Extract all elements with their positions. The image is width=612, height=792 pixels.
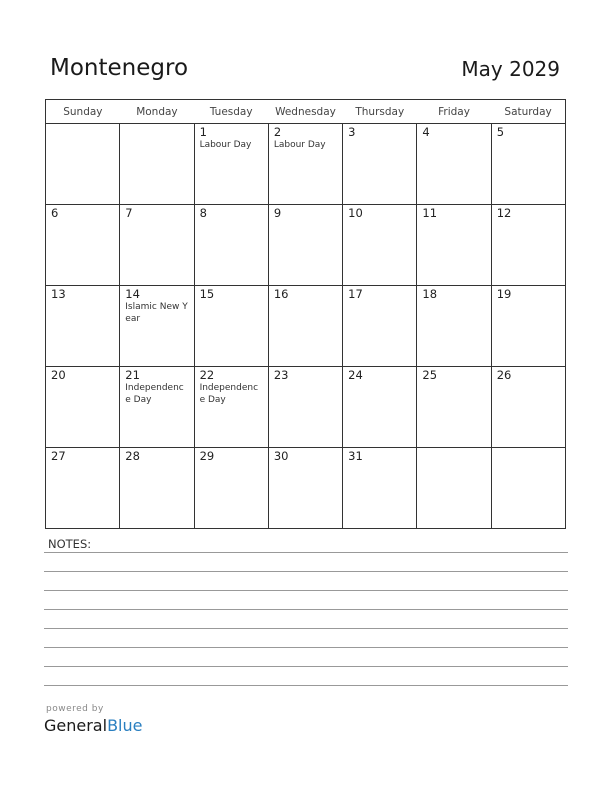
day-number: 27 (51, 449, 66, 463)
calendar-day-cell (120, 205, 194, 286)
calendar-day-cell (46, 286, 120, 367)
day-number: 25 (422, 368, 438, 382)
holiday-label: Independence Day (199, 383, 259, 405)
day-number: 7 (125, 206, 133, 220)
calendar-week-row (46, 205, 566, 286)
calendar-day-cell (417, 205, 491, 286)
day-number: 17 (348, 287, 363, 301)
powered-by-text: powered by (46, 704, 104, 714)
calendar-week-row (46, 286, 566, 367)
calendar-day-cell (491, 286, 565, 367)
calendar-day-cell (120, 367, 194, 448)
day-number: 29 (199, 449, 215, 463)
day-number: 22 (199, 368, 215, 382)
calendar-day-cell (491, 367, 565, 448)
calendar-day-cell (491, 448, 565, 529)
calendar-day-cell (46, 367, 120, 448)
weekday-header: Wednesday (268, 100, 342, 124)
calendar-day-cell (46, 124, 120, 205)
calendar-day-cell (46, 448, 120, 529)
calendar-grid (45, 99, 566, 529)
day-number: 16 (273, 287, 289, 301)
day-number: 1 (199, 125, 207, 139)
note-line (44, 552, 568, 553)
calendar-day-cell (120, 286, 194, 367)
country-title: Montenegro (50, 55, 189, 81)
day-number: 12 (496, 206, 512, 220)
calendar-day-cell (417, 124, 491, 205)
note-line (44, 666, 568, 667)
weekday-header: Sunday (46, 100, 120, 124)
day-number: 28 (125, 449, 140, 463)
note-line (44, 628, 568, 629)
day-number: 21 (125, 368, 140, 382)
calendar-day-cell (46, 205, 120, 286)
brand-general: General (44, 716, 108, 735)
calendar-day-cell (343, 205, 417, 286)
day-number: 3 (348, 125, 356, 139)
day-number: 15 (199, 287, 215, 301)
calendar-day-cell (343, 367, 417, 448)
calendar-day-cell (491, 124, 565, 205)
note-line (44, 609, 568, 610)
note-line (44, 647, 568, 648)
day-number: 31 (348, 449, 363, 463)
calendar-day-cell (268, 124, 342, 205)
calendar-week-row (46, 448, 566, 529)
weekday-header: Tuesday (194, 100, 268, 124)
calendar-day-cell (194, 448, 268, 529)
brand-blue: Blue (107, 716, 143, 735)
note-line (44, 685, 568, 686)
note-line (44, 571, 568, 572)
day-number: 4 (422, 125, 430, 139)
calendar-day-cell (120, 448, 194, 529)
calendar-day-cell (268, 286, 342, 367)
day-number: 26 (496, 368, 512, 382)
holiday-label: Independence Day (125, 383, 184, 405)
calendar-day-cell (417, 448, 491, 529)
weekday-header-row (46, 100, 566, 124)
note-line (44, 590, 568, 591)
calendar-day-cell (194, 286, 268, 367)
day-number: 20 (51, 368, 66, 382)
calendar-day-cell (343, 286, 417, 367)
day-number: 9 (273, 206, 282, 220)
day-number: 14 (125, 287, 140, 301)
calendar-day-cell (194, 205, 268, 286)
holiday-label: Islamic New Year (125, 302, 188, 324)
day-number: 10 (348, 206, 363, 220)
day-number: 24 (348, 368, 363, 382)
calendar-day-cell (491, 205, 565, 286)
notes-label: NOTES: (48, 537, 92, 551)
weekday-header: Saturday (491, 100, 565, 124)
month-year-title: May 2029 (461, 57, 560, 81)
calendar-day-cell (120, 124, 194, 205)
day-number: 23 (273, 368, 289, 382)
calendar-day-cell (343, 124, 417, 205)
weekday-header: Thursday (343, 100, 417, 124)
day-number: 2 (273, 125, 282, 139)
day-number: 11 (422, 206, 438, 220)
calendar-day-cell (268, 205, 342, 286)
calendar-week-row (46, 367, 566, 448)
calendar-day-cell (268, 448, 342, 529)
weekday-header: Monday (120, 100, 194, 124)
day-number: 18 (422, 287, 438, 301)
day-number: 6 (51, 206, 59, 220)
calendar-day-cell (417, 367, 491, 448)
calendar-week-row (46, 124, 566, 205)
holiday-label: Labour Day (199, 140, 252, 150)
calendar-day-cell (194, 367, 268, 448)
day-number: 5 (496, 125, 505, 139)
weekday-header: Friday (417, 100, 491, 124)
brand-logo (44, 716, 142, 735)
day-number: 13 (51, 287, 66, 301)
calendar-day-cell (343, 448, 417, 529)
day-number: 8 (199, 206, 207, 220)
calendar-day-cell (194, 124, 268, 205)
calendar-day-cell (268, 367, 342, 448)
holiday-label: Labour Day (273, 140, 326, 150)
calendar-day-cell (417, 286, 491, 367)
day-number: 30 (273, 449, 289, 463)
day-number: 19 (496, 287, 512, 301)
